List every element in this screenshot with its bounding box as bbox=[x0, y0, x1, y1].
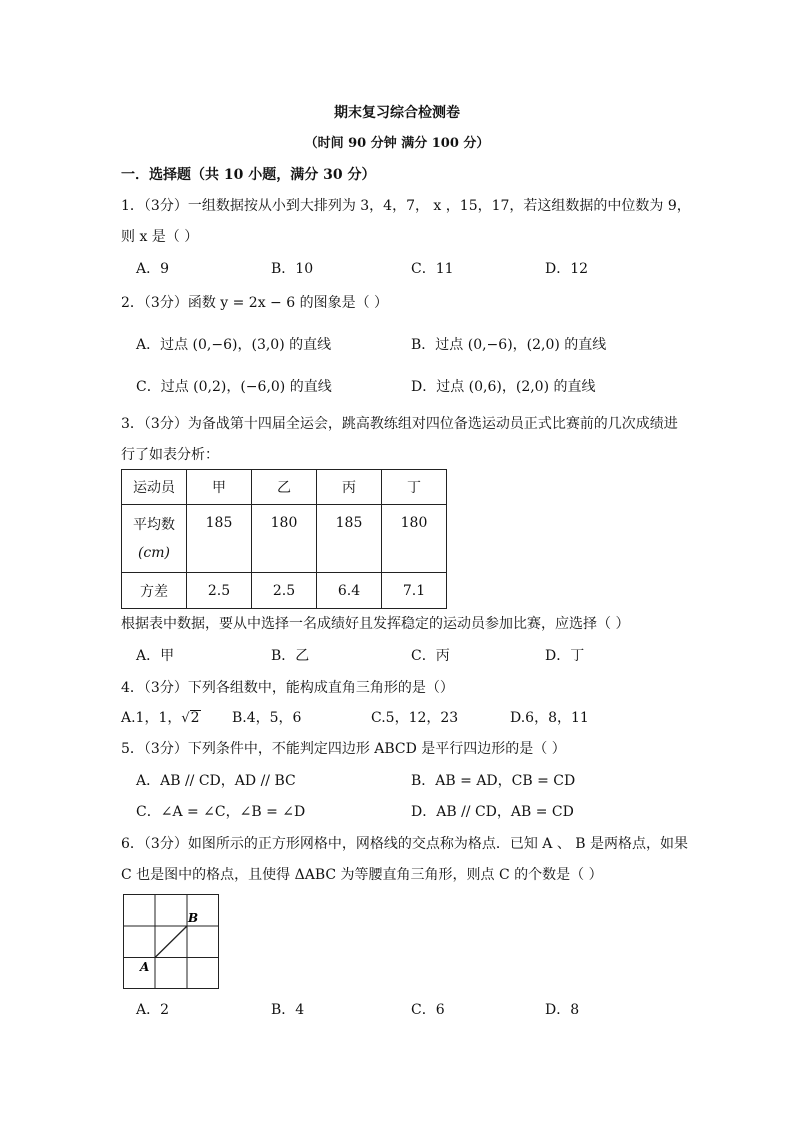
table-cell: 180 bbox=[252, 505, 317, 573]
table-cell: 2.5 bbox=[187, 573, 252, 609]
q3-option-c[interactable]: C．丙 bbox=[411, 648, 450, 664]
table-row-label bbox=[122, 505, 187, 573]
q6-option-d[interactable]: D．8 bbox=[545, 1002, 580, 1018]
q2-option-a[interactable]: A．过点 (0,−6)，(3,0) 的直线 bbox=[136, 337, 332, 353]
q3-option-a[interactable]: A．甲 bbox=[136, 648, 175, 664]
q4-option-b[interactable]: B.4，5，6 bbox=[232, 710, 302, 726]
q6-line1: 6．（3分）如图所示的正方形网格中，网格线的交点称为格点．已知 A 、 B 是两格点，如果 bbox=[121, 836, 689, 852]
q4-option-a-text: A.1，1， bbox=[121, 710, 182, 726]
q1-line1: 1．（3分）一组数据按从小到大排列为 3，4，7， x ，15，17，若这组数据的中位数为 9， bbox=[121, 198, 691, 214]
table-header-cell: 甲 bbox=[187, 470, 252, 505]
q1-option-c[interactable]: C．11 bbox=[411, 261, 454, 277]
sqrt-radicand: 2 bbox=[190, 710, 200, 726]
table-header-row bbox=[122, 470, 447, 505]
table-header-cell: 丁 bbox=[382, 470, 447, 505]
point-b-label: B bbox=[188, 911, 199, 925]
table-row bbox=[122, 505, 447, 573]
page-title: 期末复习综合检测卷 bbox=[334, 105, 460, 121]
q4-option-c[interactable]: C.5，12，23 bbox=[371, 710, 459, 726]
q5-stem: 5．（3分）下列条件中，不能判定四边形 ABCD 是平行四边形的是（ ） bbox=[121, 741, 566, 757]
q4-option-d[interactable]: D.6，8，11 bbox=[510, 710, 589, 726]
q5-option-a[interactable]: A．AB // CD，AD // BC bbox=[136, 773, 296, 789]
athlete-stats-table bbox=[121, 469, 447, 609]
q1-line2: 则 x 是（ ） bbox=[121, 229, 199, 245]
q3-line2: 行了如表分析： bbox=[121, 447, 219, 463]
q5-option-c[interactable]: C．∠A = ∠C，∠B = ∠D bbox=[136, 804, 306, 820]
table-cell: 180 bbox=[382, 505, 447, 573]
q2-stem: 2．（3分）函数 y = 2x − 6 的图象是（ ） bbox=[121, 295, 389, 311]
q6-option-c[interactable]: C．6 bbox=[411, 1002, 445, 1018]
q3-option-d[interactable]: D．丁 bbox=[545, 648, 585, 664]
table-header-cell: 运动员 bbox=[122, 470, 187, 505]
segment-ab bbox=[155, 926, 187, 958]
avg-label: 平均数 bbox=[133, 516, 175, 533]
q3-line1: 3．（3分）为备战第十四届全运会，跳高教练组对四位备选运动员正式比赛前的几次成绩进 bbox=[121, 416, 678, 432]
q6-option-a[interactable]: A．2 bbox=[136, 1002, 170, 1018]
section-title: 一．选择题（共 10 小题，满分 30 分） bbox=[121, 167, 376, 183]
table-header-cell: 丙 bbox=[317, 470, 382, 505]
avg-unit: (cm) bbox=[137, 544, 171, 561]
q2-option-b[interactable]: B．过点 (0,−6)，(2,0) 的直线 bbox=[411, 337, 607, 353]
point-a-label: A bbox=[140, 960, 150, 974]
q4-option-a[interactable]: A.1，1，√2 bbox=[121, 710, 200, 726]
q2-option-d[interactable]: D．过点 (0,6)，(2,0) 的直线 bbox=[411, 379, 596, 395]
q5-option-b[interactable]: B．AB = AD，CB = CD bbox=[411, 773, 576, 789]
grid-figure bbox=[121, 893, 221, 991]
q5-option-d[interactable]: D．AB // CD，AB = CD bbox=[411, 804, 574, 820]
q1-option-d[interactable]: D．12 bbox=[545, 261, 589, 277]
q6-line2: C 也是图中的格点，且使得 ΔABC 为等腰直角三角形，则点 C 的个数是（ ） bbox=[121, 867, 603, 883]
table-cell: 6.4 bbox=[317, 573, 382, 609]
q1-option-a[interactable]: A．9 bbox=[136, 261, 170, 277]
table-header-cell: 乙 bbox=[252, 470, 317, 505]
table-cell: 7.1 bbox=[382, 573, 447, 609]
q1-option-b[interactable]: B．10 bbox=[271, 261, 314, 277]
q3-option-b[interactable]: B．乙 bbox=[271, 648, 310, 664]
table-row-label: 方差 bbox=[122, 573, 187, 609]
q6-option-b[interactable]: B．4 bbox=[271, 1002, 305, 1018]
table-row bbox=[122, 573, 447, 609]
q2-option-c[interactable]: C．过点 (0,2)，(−6,0) 的直线 bbox=[136, 379, 332, 395]
table-cell: 185 bbox=[317, 505, 382, 573]
table-cell: 2.5 bbox=[252, 573, 317, 609]
table-cell: 185 bbox=[187, 505, 252, 573]
q4-stem: 4．（3分）下列各组数中，能构成直角三角形的是（） bbox=[121, 680, 454, 696]
q3-after-text: 根据表中数据，要从中选择一名成绩好且发挥稳定的运动员参加比赛，应选择（ ） bbox=[121, 616, 630, 632]
page-subtitle: （时间 90 分钟 满分 100 分） bbox=[304, 136, 490, 151]
